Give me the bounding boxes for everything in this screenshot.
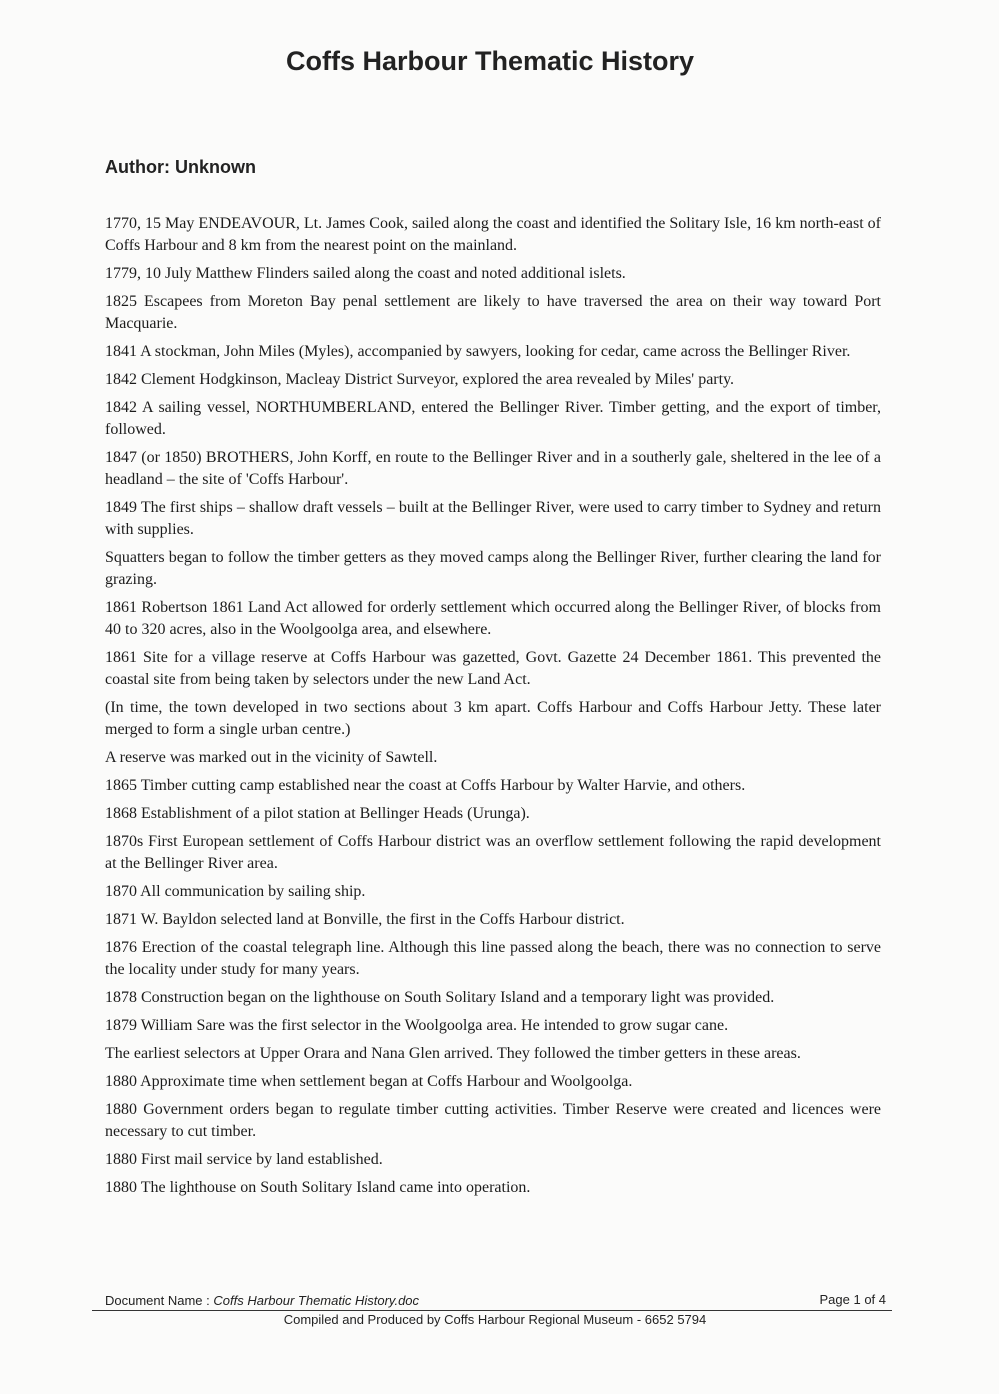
footer-page-number: Page 1 of 4 — [819, 1292, 886, 1307]
history-entry: 1842 Clement Hodgkinson, Macleay District Surveyor, explored the area revealed by Miles' party. — [105, 371, 735, 388]
history-entry: 1861 Robertson 1861 Land Act allowed for orderly settlement which occurred along the Bellinger River, of blocks from 40 to 320 acres, also in the Woolgoolga area, and elsewhere. — [105, 599, 881, 638]
history-entry: The earliest selectors at Upper Orara and Nana Glen arrived. They followed the timber getters in these areas. — [105, 1045, 801, 1062]
history-entry: 1847 (or 1850) BROTHERS, John Korff, en route to the Bellinger River and in a southerly gale, sheltered in the lee of a headland – the site of 'Coffs Harbour'. — [105, 449, 881, 488]
history-entries — [105, 213, 881, 1205]
footer-compiled-by: Compiled and Produced by Coffs Harbour Regional Museum - 6652 5794 — [283, 1312, 707, 1327]
history-entry: 1868 Establishment of a pilot station at Bellinger Heads (Urunga). — [105, 805, 530, 822]
document-title: Coffs Harbour Thematic History — [285, 46, 695, 76]
history-entry: Squatters began to follow the timber getters as they moved camps along the Bellinger River, further clearing the land for grazing. — [105, 549, 881, 588]
history-entry: 1880 Government orders began to regulate timber cutting activities. Timber Reserve were created and licences were necessary to cut timber. — [105, 1101, 881, 1140]
history-entry: 1870 All communication by sailing ship. — [105, 883, 366, 900]
history-entry: 1870s First European settlement of Coffs Harbour district was an overflow settlement following the rapid development at the Bellinger River area. — [105, 833, 881, 872]
footer-doc-filename: Coffs Harbour Thematic History.doc — [213, 1293, 420, 1308]
footer-divider — [92, 1310, 892, 1311]
history-entry: 1879 William Sare was the first selector in the Woolgoolga area. He intended to grow sugar cane. — [105, 1017, 729, 1034]
history-entry: 1841 A stockman, John Miles (Myles), accompanied by sawyers, looking for cedar, came across the Bellinger River. — [105, 343, 851, 360]
history-entry: 1825 Escapees from Moreton Bay penal settlement are likely to have traversed the area on their way toward Port Macquarie. — [105, 293, 881, 332]
history-entry: 1865 Timber cutting camp established near the coast at Coffs Harbour by Walter Harvie, and others. — [105, 777, 746, 794]
history-entry: 1880 The lighthouse on South Solitary Island came into operation. — [105, 1179, 531, 1196]
history-entry: 1876 Erection of the coastal telegraph line. Although this line passed along the beach, there was no connection to serve the locality under study for many years. — [105, 939, 881, 978]
author-line: Author: Unknown — [105, 157, 256, 177]
history-entry: (In time, the town developed in two sections about 3 km apart. Coffs Harbour and Coffs Harbour Jetty. These later merged to form a single urban centre.) — [105, 699, 881, 738]
history-entry: A reserve was marked out in the vicinity of Sawtell. — [105, 749, 438, 766]
history-entry: 1861 Site for a village reserve at Coffs Harbour was gazetted, Govt. Gazette 24 December 1861. This prevented the coastal site from being taken by selectors under the new Land Act. — [105, 649, 881, 688]
footer-document-name — [105, 1293, 419, 1308]
history-entry: 1770, 15 May ENDEAVOUR, Lt. James Cook, sailed along the coast and identified the Solitary Isle, 16 km north-east of Coffs Harbour and 8 km from the nearest point on the mainland. — [105, 215, 881, 254]
history-entry: 1849 The first ships – shallow draft vessels – built at the Bellinger River, were used to carry timber to Sydney and return with supplies. — [105, 499, 881, 538]
history-entry: 1880 Approximate time when settlement began at Coffs Harbour and Woolgoolga. — [105, 1073, 633, 1090]
history-entry: 1878 Construction began on the lighthouse on South Solitary Island and a temporary light was provided. — [105, 989, 775, 1006]
history-entry: 1880 First mail service by land established. — [105, 1151, 383, 1168]
history-entry: 1779, 10 July Matthew Flinders sailed along the coast and noted additional islets. — [105, 265, 626, 282]
history-entry: 1871 W. Bayldon selected land at Bonville, the first in the Coffs Harbour district. — [105, 911, 625, 928]
history-entry: 1842 A sailing vessel, NORTHUMBERLAND, entered the Bellinger River. Timber getting, and the export of timber, followed. — [105, 399, 881, 438]
footer-doc-label: Document Name : — [105, 1293, 214, 1308]
